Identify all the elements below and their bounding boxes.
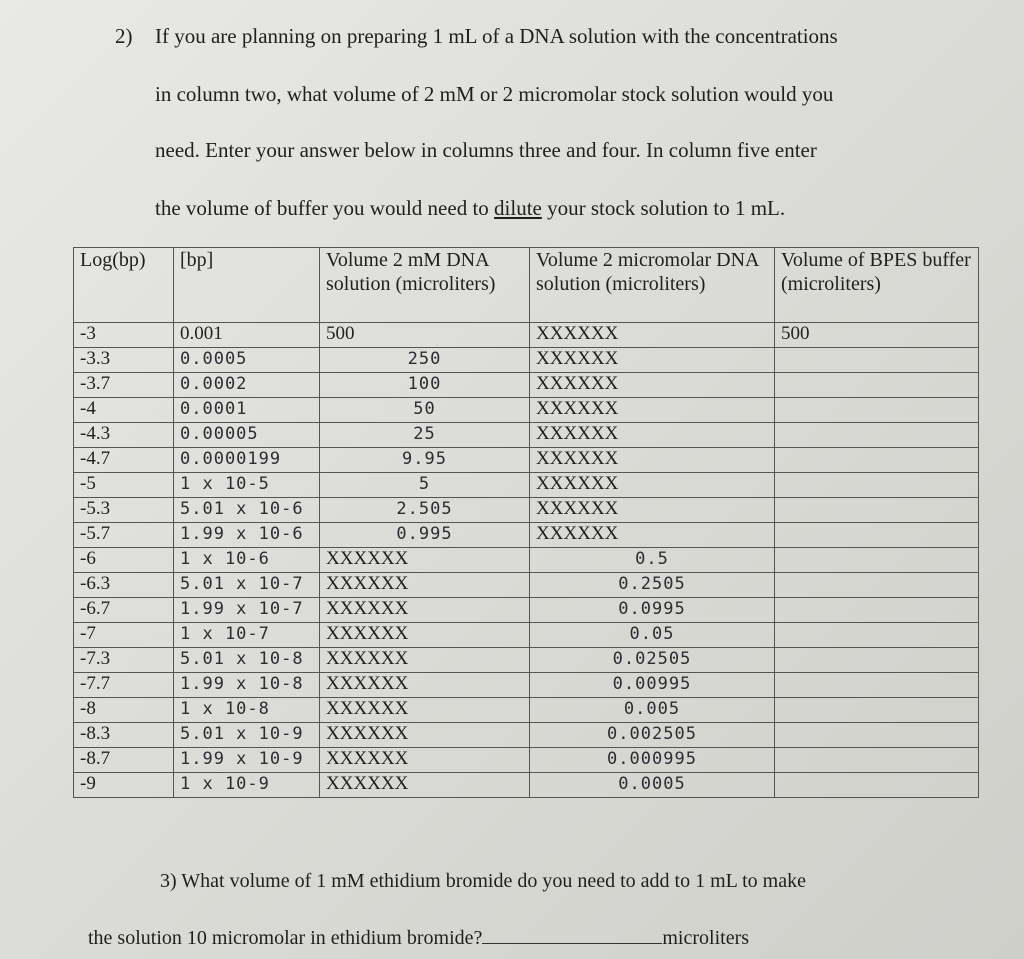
table-row xyxy=(74,598,979,623)
table-row xyxy=(74,673,979,698)
table-cell-col-5 xyxy=(775,698,979,723)
table-cell-col-3: XXXXXX xyxy=(320,598,530,623)
table-cell-col-5 xyxy=(775,348,979,373)
question-3-line-2: the solution 10 micromolar in ethidium bromide? microliters xyxy=(88,927,750,949)
table-row xyxy=(74,348,979,373)
table-cell-col-4: 0.5 xyxy=(530,548,775,573)
table-cell-col-3: 0.995 xyxy=(320,523,530,548)
table-cell-col-5 xyxy=(775,548,979,573)
table-cell-col-3: 9.95 xyxy=(320,448,530,473)
table-cell-col-2: 0.0005 xyxy=(174,348,320,373)
table-cell-col-1: -8 xyxy=(74,698,174,723)
header-buffer-volume: Volume of BPES buffer (microliters) xyxy=(775,248,979,323)
table-cell-col-2: 1 x 10-6 xyxy=(174,548,320,573)
table-row xyxy=(74,698,979,723)
table-cell-col-1: -3.3 xyxy=(74,348,174,373)
table-cell-col-5 xyxy=(775,748,979,773)
table-cell-col-3: XXXXXX xyxy=(320,548,530,573)
table-cell-col-1: -6.3 xyxy=(74,573,174,598)
table-cell-col-4: XXXXXX xyxy=(530,373,775,398)
table-cell-col-2: 1.99 x 10-7 xyxy=(174,598,320,623)
table-cell-col-4: 0.0995 xyxy=(530,598,775,623)
table-cell-col-1: -4.7 xyxy=(74,448,174,473)
table-row xyxy=(74,523,979,548)
table-cell-col-2: 1 x 10-9 xyxy=(174,773,320,798)
table-cell-col-4: 0.05 xyxy=(530,623,775,648)
table-cell-col-4: 0.002505 xyxy=(530,723,775,748)
table-cell-col-2: 1 x 10-8 xyxy=(174,698,320,723)
table-cell-col-3: 100 xyxy=(320,373,530,398)
dilute-word: dilute xyxy=(494,196,542,220)
table-cell-col-2: 0.0001 xyxy=(174,398,320,423)
table-cell-col-3: 250 xyxy=(320,348,530,373)
table-cell-col-3: 500 xyxy=(320,323,530,348)
header-log-bp: Log(bp) xyxy=(74,248,174,323)
table-cell-col-3: XXXXXX xyxy=(320,623,530,648)
table-cell-col-2: 1.99 x 10-8 xyxy=(174,673,320,698)
table-cell-col-3: XXXXXX xyxy=(320,573,530,598)
table-cell-col-5 xyxy=(775,773,979,798)
table-cell-col-1: -4 xyxy=(74,398,174,423)
table-cell-col-1: -6.7 xyxy=(74,598,174,623)
table-cell-col-2: 5.01 x 10-9 xyxy=(174,723,320,748)
dna-dilution-table xyxy=(73,247,979,798)
table-row xyxy=(74,573,979,598)
table-cell-col-5: 500 xyxy=(775,323,979,348)
table-body xyxy=(74,323,979,798)
table-row xyxy=(74,373,979,398)
table-cell-col-3: XXXXXX xyxy=(320,773,530,798)
table-cell-col-5 xyxy=(775,398,979,423)
table-cell-col-1: -5 xyxy=(74,473,174,498)
table-cell-col-2: 1 x 10-7 xyxy=(174,623,320,648)
table-cell-col-3: XXXXXX xyxy=(320,698,530,723)
table-row xyxy=(74,448,979,473)
table-cell-col-4: 0.000995 xyxy=(530,748,775,773)
table-cell-col-5 xyxy=(775,423,979,448)
answer-unit: microliters xyxy=(662,927,750,949)
table-cell-col-4: 0.0005 xyxy=(530,773,775,798)
table-cell-col-2: 0.00005 xyxy=(174,423,320,448)
table-cell-col-4: XXXXXX xyxy=(530,523,775,548)
table-cell-col-1: -7.7 xyxy=(74,673,174,698)
table-cell-col-3: XXXXXX xyxy=(320,648,530,673)
table-cell-col-5 xyxy=(775,448,979,473)
table-cell-col-1: -9 xyxy=(74,773,174,798)
table-cell-col-1: -5.3 xyxy=(74,498,174,523)
table-cell-col-5 xyxy=(775,373,979,398)
table-cell-col-3: XXXXXX xyxy=(320,673,530,698)
table-cell-col-4: XXXXXX xyxy=(530,348,775,373)
table-row xyxy=(74,773,979,798)
table-cell-col-3: 25 xyxy=(320,423,530,448)
table-cell-col-5 xyxy=(775,623,979,648)
table-cell-col-4: XXXXXX xyxy=(530,398,775,423)
table-cell-col-1: -5.7 xyxy=(74,523,174,548)
table-cell-col-2: 1 x 10-5 xyxy=(174,473,320,498)
table-cell-col-1: -3.7 xyxy=(74,373,174,398)
table-row xyxy=(74,398,979,423)
table-cell-col-4: XXXXXX xyxy=(530,423,775,448)
table-row xyxy=(74,648,979,673)
table-row xyxy=(74,723,979,748)
table-cell-col-3: 2.505 xyxy=(320,498,530,523)
table-cell-col-1: -7.3 xyxy=(74,648,174,673)
table-cell-col-2: 0.0000199 xyxy=(174,448,320,473)
table-row xyxy=(74,498,979,523)
table-row xyxy=(74,473,979,498)
table-cell-col-1: -8.7 xyxy=(74,748,174,773)
table-row xyxy=(74,423,979,448)
table-cell-col-5 xyxy=(775,523,979,548)
question-2-line-1: If you are planning on preparing 1 mL of a DNA solution with the concentrations xyxy=(155,24,838,48)
table-cell-col-5 xyxy=(775,723,979,748)
table-cell-col-5 xyxy=(775,498,979,523)
table-cell-col-4: 0.005 xyxy=(530,698,775,723)
table-cell-col-4: XXXXXX xyxy=(530,498,775,523)
table-cell-col-4: 0.00995 xyxy=(530,673,775,698)
table-cell-col-3: XXXXXX xyxy=(320,723,530,748)
question-2-line-3: need. Enter your answer below in columns three and four. In column five enter xyxy=(155,138,817,162)
table-cell-col-2: 5.01 x 10-6 xyxy=(174,498,320,523)
table-cell-col-2: 1.99 x 10-6 xyxy=(174,523,320,548)
header-volume-2um: Volume 2 micromolar DNA solution (microliters) xyxy=(530,248,775,323)
table-cell-col-1: -6 xyxy=(74,548,174,573)
table-header-row xyxy=(74,248,979,323)
table-cell-col-4: XXXXXX xyxy=(530,473,775,498)
question-2-line-4: the volume of buffer you would need to dilute your stock solution to 1 mL. xyxy=(155,196,786,220)
table-row xyxy=(74,323,979,348)
question-3-line-1: 3) What volume of 1 mM ethidium bromide do you need to add to 1 mL to make xyxy=(160,870,806,892)
question-2-number: 2) xyxy=(115,24,133,48)
table-cell-col-5 xyxy=(775,573,979,598)
table-cell-col-1: -3 xyxy=(74,323,174,348)
table-cell-col-2: 0.001 xyxy=(174,323,320,348)
table-cell-col-5 xyxy=(775,598,979,623)
table-cell-col-2: 0.0002 xyxy=(174,373,320,398)
table-row xyxy=(74,548,979,573)
table-cell-col-3: 50 xyxy=(320,398,530,423)
table-cell-col-2: 1.99 x 10-9 xyxy=(174,748,320,773)
table-cell-col-1: -4.3 xyxy=(74,423,174,448)
table-cell-col-2: 5.01 x 10-7 xyxy=(174,573,320,598)
table-cell-col-5 xyxy=(775,673,979,698)
table-cell-col-1: -7 xyxy=(74,623,174,648)
question-2-line-2: in column two, what volume of 2 mM or 2 micromolar stock solution would you xyxy=(155,82,834,106)
table-row xyxy=(74,748,979,773)
header-bp: [bp] xyxy=(174,248,320,323)
table-cell-col-5 xyxy=(775,648,979,673)
table-cell-col-4: XXXXXX xyxy=(530,323,775,348)
table-cell-col-3: 5 xyxy=(320,473,530,498)
header-volume-2mm: Volume 2 mM DNA solution (microliters) xyxy=(320,248,530,323)
table-cell-col-4: XXXXXX xyxy=(530,448,775,473)
table-cell-col-2: 5.01 x 10-8 xyxy=(174,648,320,673)
table-cell-col-5 xyxy=(775,473,979,498)
table-cell-col-4: 0.2505 xyxy=(530,573,775,598)
table-cell-col-4: 0.02505 xyxy=(530,648,775,673)
table-row xyxy=(74,623,979,648)
table-cell-col-1: -8.3 xyxy=(74,723,174,748)
table-cell-col-3: XXXXXX xyxy=(320,748,530,773)
answer-blank[interactable] xyxy=(482,925,662,944)
